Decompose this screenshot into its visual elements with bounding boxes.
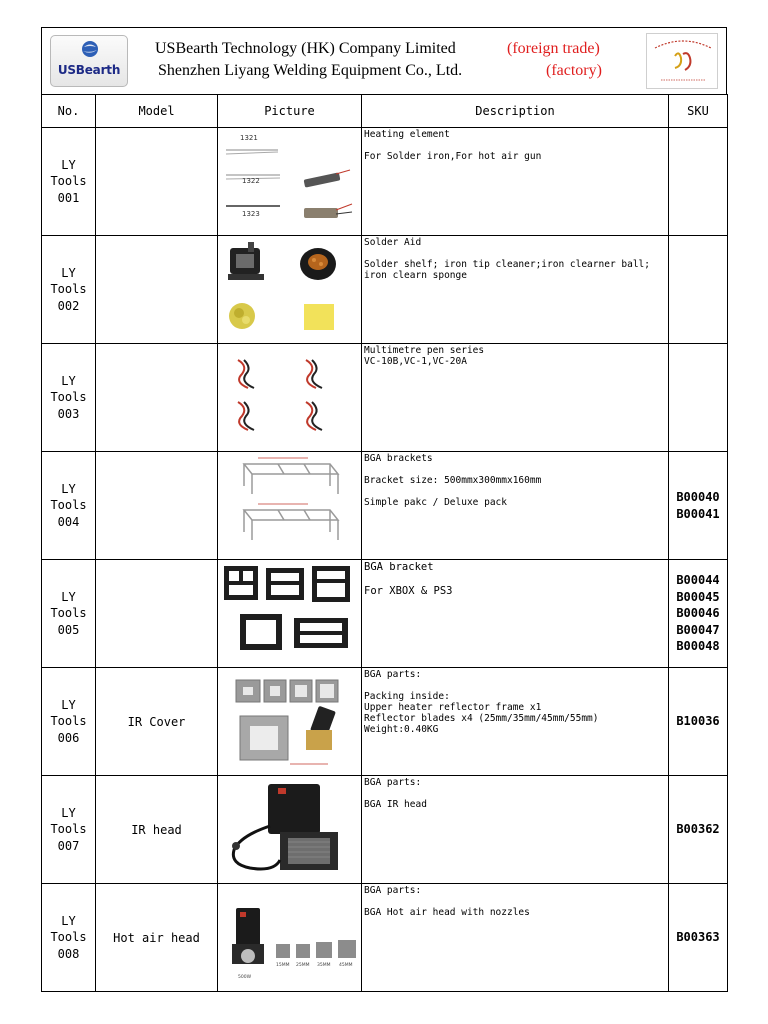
usbearth-logo [50, 35, 128, 87]
label-500w: 500W [238, 975, 252, 980]
row-sku: B00363 [669, 884, 728, 992]
table-row [42, 344, 728, 452]
row-number: LY Tools 008 [42, 884, 96, 992]
row-model: IR Cover [96, 668, 218, 776]
solder-aid-image [218, 236, 362, 343]
column-header-sku: SKU [669, 95, 728, 128]
logo-text: USBearth [57, 63, 121, 77]
catalog-header [41, 27, 727, 94]
table-row [42, 668, 728, 776]
row-number: LY Tools 002 [42, 236, 96, 344]
table-row [42, 452, 728, 560]
company-name-hk: USBearth Technology (HK) Company Limited [155, 40, 456, 57]
row-picture [218, 452, 362, 560]
factory-tag: (factory) [546, 62, 602, 79]
table-row [42, 776, 728, 884]
label-1323: 1323 [242, 210, 260, 218]
bga-bracket-frames-image [218, 560, 362, 667]
row-model [96, 560, 218, 668]
label-15mm: 15MM [276, 963, 290, 968]
row-number: LY Tools 007 [42, 776, 96, 884]
row-picture [218, 884, 362, 992]
row-picture [218, 560, 362, 668]
foreign-trade-tag: (foreign trade) [507, 40, 600, 57]
table-row [42, 560, 728, 668]
row-description: BGA parts: BGA Hot air head with nozzles [362, 884, 669, 992]
label-25mm: 25MM [296, 963, 310, 968]
row-description: BGA parts: Packing inside: Upper heater reflector frame x1 Reflector blades x4 (25mm/35mm/45mm/55mm) Weight:0.40KG [362, 668, 669, 776]
row-description: Heating element For Solder iron,For hot air gun [362, 128, 669, 236]
row-sku [669, 344, 728, 452]
label-45mm: 45MM [339, 963, 353, 968]
column-header-description: Description [362, 95, 669, 128]
row-number: LY Tools 003 [42, 344, 96, 452]
row-sku: B10036 [669, 668, 728, 776]
row-model: Hot air head [96, 884, 218, 992]
row-sku: B00040 B00041 [669, 452, 728, 560]
row-model [96, 452, 218, 560]
row-number: LY Tools 006 [42, 668, 96, 776]
row-description: BGA brackets Bracket size: 500mmx300mmx160mm Simple pakc / Deluxe pack [362, 452, 669, 560]
row-description: BGA parts: BGA IR head [362, 776, 669, 884]
row-description: Solder Aid Solder shelf; iron tip cleaner;iron clearner ball; iron clearn sponge [362, 236, 669, 344]
row-sku: B00362 [669, 776, 728, 884]
company-line-1 [155, 40, 600, 58]
label-1322: 1322 [242, 177, 260, 185]
row-number: LY Tools 004 [42, 452, 96, 560]
column-header-picture: Picture [218, 95, 362, 128]
row-sku [669, 128, 728, 236]
hot-air-head-image [218, 884, 362, 991]
column-header-no: No. [42, 95, 96, 128]
product-table [41, 94, 728, 992]
row-description: BGA bracket For XBOX & PS3 [362, 560, 669, 668]
row-picture [218, 236, 362, 344]
row-sku [669, 236, 728, 344]
row-number: LY Tools 001 [42, 128, 96, 236]
row-picture [218, 776, 362, 884]
label-1321: 1321 [240, 134, 258, 142]
heating-element-image [218, 128, 362, 235]
company-line-2 [158, 62, 602, 80]
row-picture [218, 668, 362, 776]
table-header-row [42, 95, 728, 128]
bga-brackets-image [218, 452, 362, 559]
row-sku: B00044 B00045 B00046 B00047 B00048 [669, 560, 728, 668]
liyang-emblem-icon [647, 34, 719, 90]
liyang-logo [646, 33, 718, 89]
globe-icon [81, 40, 99, 58]
row-model [96, 236, 218, 344]
row-picture [218, 128, 362, 236]
table-row [42, 884, 728, 992]
column-header-model: Model [96, 95, 218, 128]
table-row [42, 236, 728, 344]
row-picture [218, 344, 362, 452]
label-35mm: 35MM [317, 963, 331, 968]
ir-cover-image [218, 668, 362, 775]
table-row [42, 128, 728, 236]
multimeter-pens-image [218, 344, 362, 451]
row-model [96, 128, 218, 236]
row-description: Multimetre pen series VC-10B,VC-1,VC-20A [362, 344, 669, 452]
company-name-factory: Shenzhen Liyang Welding Equipment Co., Ltd. [158, 62, 463, 79]
row-model [96, 344, 218, 452]
row-model: IR head [96, 776, 218, 884]
ir-head-image [218, 776, 362, 883]
row-number: LY Tools 005 [42, 560, 96, 668]
